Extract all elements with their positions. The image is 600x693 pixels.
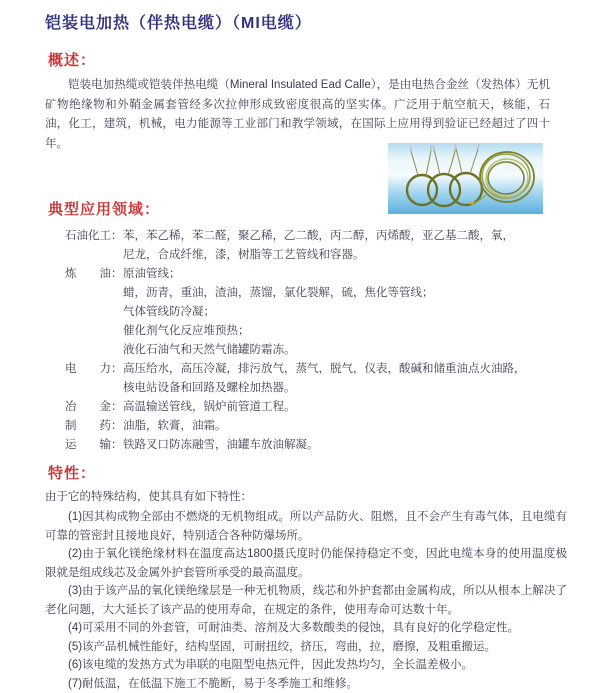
application-row — [65, 360, 600, 398]
application-line: 催化剂气化反应堆预热； — [123, 322, 600, 341]
application-label: 冶 金： — [65, 398, 123, 417]
features-intro: 由于它的特殊结构，使其具有如下特性： — [45, 488, 600, 506]
feature-item: (1)因其构成物全部由不燃烧的无机物组成。所以产品防火、阻燃，且不会产生有毒气体，且电缆有可靠的管密封且接地良好，特别适合各种防爆场所。 — [45, 508, 567, 545]
cable-end-connector — [470, 201, 474, 205]
applications-heading: 典型应用领域： — [48, 198, 600, 219]
application-row — [65, 436, 600, 455]
application-row — [65, 265, 600, 360]
application-line: 尼龙，合成纤维，漆，树脂等工艺管线和容器。 — [123, 246, 600, 265]
application-lines — [123, 417, 600, 436]
feature-item: (3)由于该产品的氧化镁绝缘层是一种无机物质，线芯和外护套都由金属构成，所以从根本上解决了老化问题，大大延长了该产品的使用寿命，在规定的条件，使用寿命可达数十年。 — [45, 582, 567, 619]
application-label: 制 药： — [65, 417, 123, 436]
page-title: 铠装电加热（伴热电缆）（MI电缆） — [45, 10, 600, 33]
application-line: 原油管线； — [123, 265, 600, 284]
application-row — [65, 398, 600, 417]
feature-item: (2)由于氧化镁绝缘材料在温度高达1800摄氏度时仍能保持稳定不变，因此电缆本身的使用温度极限就是组成线芯及金属外护套管所承受的最高温度。 — [45, 545, 567, 582]
application-rows — [65, 227, 600, 455]
overview-paragraph: 铠装电加热缆或铠装伴热电缆（Mineral Insulated Ead Calle），是由电热合金丝（发热体）无机矿物绝缘物和外鞘金属套管经多次拉伸形成致密度很高的坚实体。广泛用于航空航天，核能，石油，化工，建筑，机械，电力能源等工业部门和教学领域，在国际上应用得到验证已经超过了四十年。 — [45, 76, 550, 154]
application-label: 石油化工： — [65, 227, 123, 246]
application-line: 高温输送管线，锅炉前管道工程。 — [123, 398, 600, 417]
application-label: 炼 油： — [65, 265, 123, 284]
application-line: 蜡，沥青，重油，渣油，蒸馏，氯化裂解，硫，焦化等管线； — [123, 284, 600, 303]
application-lines — [123, 265, 600, 360]
feature-item: (6)该电缆的发热方式为串联的电阻型电热元件，因此发热均匀，全长温差极小。 — [45, 656, 567, 675]
application-lines — [123, 398, 600, 417]
feature-item: (7)耐低温，在低温下施工不脆断，易于冬季施工和维修。 — [45, 675, 567, 693]
application-line: 核电站设备和回路及螺栓加热器。 — [123, 379, 600, 398]
armored-heating-cable-page — [0, 10, 600, 690]
application-line: 高压给水，高压冷凝，排污放气，蒸气，脱气，仪表，酸碱和储重油点火油路， — [123, 360, 600, 379]
application-row — [65, 227, 600, 265]
application-line: 液化石油气和天然气储罐防霜冻。 — [123, 341, 600, 360]
feature-item: (4)可采用不同的外套管，可耐油类、溶剂及大多数酸类的侵蚀，具有良好的化学稳定性。 — [45, 619, 567, 638]
features-heading: 特性： — [48, 462, 600, 483]
application-lines — [123, 436, 600, 455]
application-line: 铁路叉口防冻融雪，油罐车放油解凝。 — [123, 436, 600, 455]
application-label: 电 力： — [65, 360, 123, 379]
application-label: 运 输： — [65, 436, 123, 455]
application-line: 气体管线防冷凝； — [123, 303, 600, 322]
feature-items — [0, 508, 600, 693]
application-row — [65, 417, 600, 436]
overview-heading: 概述： — [48, 49, 600, 70]
product-photo — [388, 143, 543, 214]
application-line: 苯，苯乙稀，苯二醛，聚乙稀，乙二酸，丙二醇，丙烯酸，亚乙基二酸，氧， — [123, 227, 600, 246]
application-line: 油脂，软膏，油霜。 — [123, 417, 600, 436]
application-lines — [123, 227, 600, 265]
feature-item: (5)该产品机械性能好，结构坚固，可耐扭绞，挤压，弯曲，拉，磨擦，及粗重搬运。 — [45, 638, 567, 657]
application-lines — [123, 360, 600, 398]
